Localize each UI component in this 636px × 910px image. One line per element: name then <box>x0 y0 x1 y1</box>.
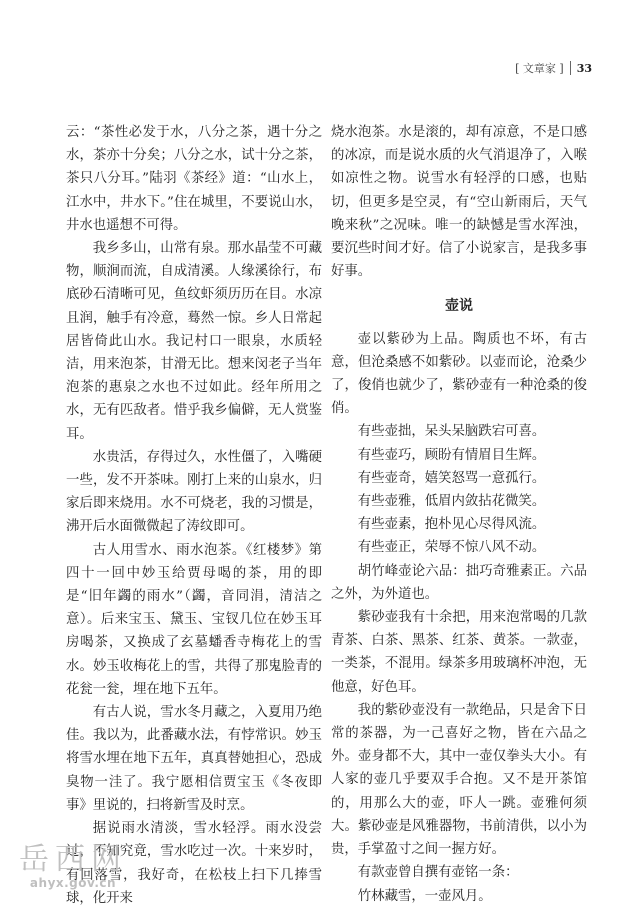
paragraph: 有些壶正，荣辱不惊八风不动。 <box>357 540 546 556</box>
paragraph: 云：“茶性必发于水，八分之茶，遇十分之水，茶亦十分矣；八分之水，试十分之茶，茶只八分耳。”陆羽《茶经》道：“山水上，江水中，井水下。”住在城里，不要说山水，井水也遥想不可得。 <box>66 125 322 233</box>
section-label: [ 文章家 ] <box>515 62 564 75</box>
section-title: 壶说 <box>445 298 473 315</box>
paragraph: 据说雨水清淡，雪水轻浮。雨水没尝过，不知究竟，雪水吃过一次。十来岁时，有回落雪，我好奇，在松枝上扫下几捧雪球，化开来 <box>66 821 322 906</box>
header-divider <box>570 61 571 75</box>
paragraph: 有些壶巧，顾盼有情眉目生辉。 <box>357 447 546 463</box>
paragraph: 竹林藏雪，一壶风月。 <box>357 888 492 904</box>
paragraph: 有些壶拙，呆头呆脑跌宕可喜。 <box>357 424 546 440</box>
paragraph: 有些壶素，抱朴见心尽得风流。 <box>357 517 546 533</box>
paragraph: 有些壶雅，低眉内敛拈花微笑。 <box>357 494 546 510</box>
paragraph: 有款壶曾自撰有壶铭一条： <box>357 865 519 881</box>
paragraph: 我的紫砂壶没有一款绝品，只是舍下日常的茶器，为一己喜好之物，皆在六品之外。壶身都不大，其中一壶仅拳头大小。有人家的壶几乎要双手合抱。又不是开茶馆的，用那么大的壶，吓人一跳。壶雅何须大。紫砂壶是风雅器物，书前清供，以小为贵，手掌盈寸之间一握方好。 <box>331 702 587 858</box>
paragraph: 紫砂壶我有十余把，用来泡常喝的几款青茶、白茶、黑茶、红茶、黄茶。一款壶，一类茶，不混用。绿茶多用玻璃杯冲泡，无他意，好色耳。 <box>331 610 587 695</box>
page-header <box>515 60 592 76</box>
paragraph: 胡竹峰壶论六品：拙巧奇雅素正。六品之外，为外道也。 <box>331 563 587 602</box>
watermark-url: ahyx.gov.cn <box>29 876 117 890</box>
paragraph: 壶以紫砂为上品。陶质也不坏，有古意，但沧桑感不如紫砂。以壶而论，沧桑少了，俊俏也就少了，紫砂壶有一种沧桑的俊俏。 <box>331 331 587 417</box>
paragraph: 我乡多山，山常有泉。那水晶莹不可藏物，顺涧而流，自成清溪。人缘溪徐行，布底砂石清晰可见，鱼纹虾须历历在目。水凉且润，触手有冷意，蓦然一惊。乡人日常起居皆倚此山水。我记村口一眼泉，水质轻洁，用来泡茶，甘滑无比。想来闵老子当年泡茶的惠泉之水也不过如此。经年所用之水，无有匹敌者。惜乎我乡偏僻，无人赏鉴耳。 <box>66 241 322 442</box>
right-column <box>331 121 587 908</box>
paragraph: 烧水泡茶。水是滚的，却有凉意，不是口感的冰凉，而是说水质的火气消退净了，入喉如凉性之物。说雪水有轻浮的口感，也贴切，但更多是空灵，有“空山新雨后，天气晚来秋”之况味。唯一的缺憾是雪水浑浊，要沉些时间才好。信了小说家言，是我多事好事。 <box>331 125 587 280</box>
paragraph: 水贵活，存得过久，水性僵了，入嘴硬一些，发不开茶味。刚打上来的山泉水，归家后即来烧用。水不可烧老，我的习惯是，沸开后水面微微起了涛纹即可。 <box>66 449 322 535</box>
left-column <box>66 121 322 910</box>
watermark-logo: 岳西网 <box>19 842 127 877</box>
site-watermark <box>8 844 138 890</box>
paragraph: 有古人说，雪水冬月藏之，入夏用乃绝佳。我以为，此番藏水法，有悖常识。妙玉将雪水埋在地下五年，真真替她担心，恐成臭物一洼了。我宁愿相信贾宝玉《冬夜即事》里说的，扫将新雪及时烹。 <box>66 705 322 813</box>
paragraph: 有些壶奇，嬉笑怒骂一意孤行。 <box>357 470 546 486</box>
paragraph: 古人用雪水、雨水泡茶。《红楼梦》第四十一回中妙玉给贾母喝的茶，用的即是“旧年蠲的雨水”（蠲，音同涓，清洁之意）。后来宝玉、黛玉、宝钗几位在妙玉耳房喝茶，又换成了玄墓蟠香寺梅花上的雪水。妙玉收梅花上的雪，共得了那鬼脸青的花瓮一瓮，埋在地下五年。 <box>66 542 322 697</box>
page-number: 33 <box>576 61 592 75</box>
